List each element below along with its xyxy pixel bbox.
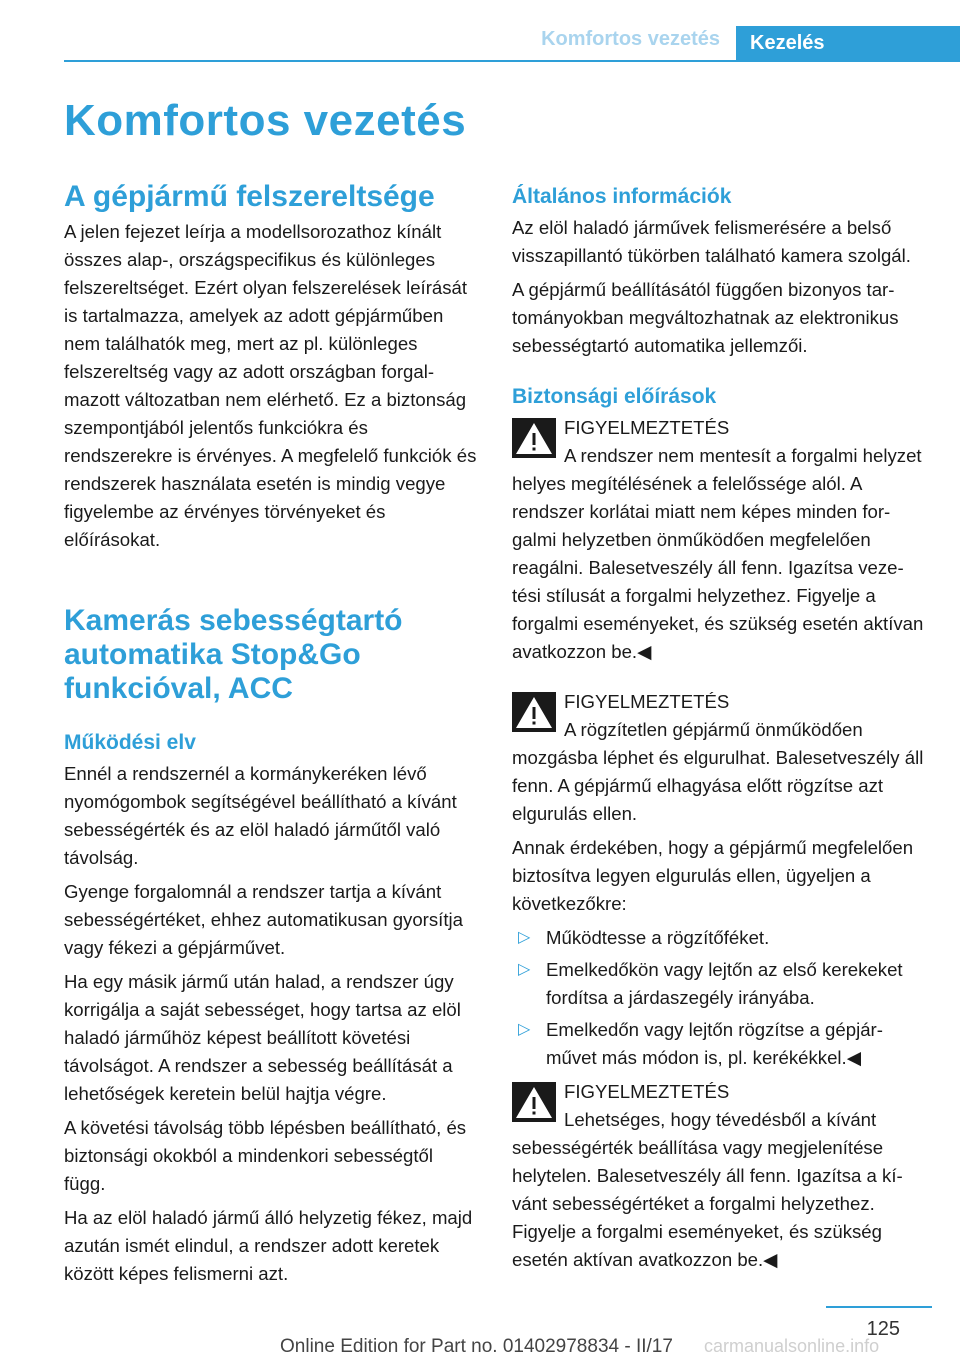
watermark: carmanualsonline.info <box>704 1336 880 1356</box>
warning-title: FIGYELMEZTETÉS <box>564 417 730 438</box>
warning-block <box>512 688 926 828</box>
warning-block <box>512 1078 926 1274</box>
warning-text: Lehetséges, hogy tévedésből a kívánt sebességérték beállítása vagy megjelenítése helytelen. Balesetveszély áll fenn. Igazítsa a kívánt sebességértéket a forgalmi helyzethez. Figyelje a forgalmi eseményeket, és szükség esetén aktívan avatkozzon be.◀ <box>512 1109 903 1270</box>
general-paragraph: Az elöl haladó járművek felismerésére a belső visszapillantó tükörben található kamera szolgál. <box>512 217 911 266</box>
general-paragraph: A gépjármű beállításától függően bizonyos tartományokban megváltozhatnak az elektronikus sebességtartó automatika jellemzői. <box>512 279 899 356</box>
principle-heading: Működési elv <box>64 731 196 754</box>
warning-title: FIGYELMEZTETÉS <box>564 1081 730 1102</box>
left-column <box>64 180 478 1294</box>
page-title: Komfortos vezetés <box>64 96 467 145</box>
equipment-heading: A gépjármű felszereltsége <box>64 180 435 213</box>
principle-paragraph: A követési távolság több lépésben beállítható, és biztonsági okokból a mindenkori sebességtől függ. <box>64 1117 467 1194</box>
warning-text: A rendszer nem mentesít a forgalmi helyzet helyes megítélésének a felelőssége alól. A rendszer korlátai miatt nem képes minden forgalmi helyzetben önműködően megfelelően reagálni. Balesetveszély áll fenn. Igazítsa vezetési stílusát a forgalmi helyzethez. Figyelje a forgalmi eseményeket, és szükség esetén aktívan avatkozzon be.◀ <box>512 445 924 662</box>
principle-paragraph: Ha az elöl haladó jármű álló helyzetig fékez, majd azután ismét elindul, a rendszer adott keretek között képes felismerni azt. <box>64 1207 473 1284</box>
acc-heading: Kamerás sebességtartó automatika Stop&Go funkcióval, ACC <box>64 604 403 705</box>
warning-title: FIGYELMEZTETÉS <box>564 691 730 712</box>
warning-block <box>512 414 926 666</box>
rollaway-intro: Annak érdekében, hogy a gépjármű megfelelően biztosítva legyen elgurulás ellen, ügyeljen a következőkre: <box>512 837 914 914</box>
header-chapter-tab: Kezelés <box>736 26 960 62</box>
list-item: ▷ Működtesse a rögzítőféket. <box>512 924 926 952</box>
list-item: ▷ Emelkedőkön vagy lejtőn az első kerekeket fordítsa a járdaszegély irányába. <box>512 956 926 1012</box>
footer-rule <box>826 1306 932 1308</box>
principle-paragraph: Ha egy másik jármű után halad, a rendszer úgy korrigálja a saját sebességet, hogy tartsa az elöl haladó járműhöz képest beállított követési távolságot. A rendszer a sebesség beállítását a lehetőségek keretein belül hajtja végre. <box>64 971 461 1104</box>
equipment-text: A jelen fejezet leírja a modellsorozathoz kínált összes alap-, országspecifikus és különleges felszereltséget. Ezért olyan felszerelések leírását is tartalmazza, amelyek az adott gépjárműben nem találhatók meg, mert az pl. különleges felszereltség vagy az adott országban forgalmazott változatban nem elérhető. Ez a biztonság szempontjából jelentős funkciókra és rendszerekre is érvényes. A megfelelő funkciók és rendszerek használata esetén is mindig vegye figyelembe az érvényes törvényeket és előírásokat. <box>64 221 477 550</box>
list-item: ▷ Emelkedőn vagy lejtőn rögzítse a gépjárművet más módon is, pl. kerékékkel.◀ <box>512 1016 926 1072</box>
header-section: Komfortos vezetés <box>541 28 720 50</box>
triangle-bullet-icon: ▷ <box>518 929 531 946</box>
triangle-bullet-icon: ▷ <box>518 1021 531 1038</box>
principle-paragraph: Gyenge forgalomnál a rendszer tartja a kívánt sebességértéket, ehhez automatikusan gyorsítja vagy fékezi a gépjárművet. <box>64 881 463 958</box>
running-header <box>0 0 960 62</box>
warning-triangle-icon <box>512 692 556 732</box>
right-column <box>512 182 926 1280</box>
rollaway-list <box>512 924 926 1072</box>
principle-paragraph: Ennél a rendszernél a kormánykeréken lévő nyomógombok segítségével beállítható a kívánt sebességérték és az elöl haladó járműtől való távolság. <box>64 763 457 868</box>
warning-triangle-icon <box>512 1082 556 1122</box>
warning-text: A rögzítetlen gépjármű önműködően mozgásba léphet és elgurulhat. Balesetveszély áll fenn. A gépjármű elhagyása előtt rögzítse azt elgurulás ellen. <box>512 719 924 824</box>
header-rule <box>64 60 960 62</box>
general-heading: Általános információk <box>512 185 732 208</box>
page-number: 125 <box>866 1318 900 1340</box>
warning-triangle-icon <box>512 418 556 458</box>
safety-heading: Biztonsági előírások <box>512 385 717 408</box>
triangle-bullet-icon: ▷ <box>518 961 531 978</box>
edition-note: Online Edition for Part no. 01402978834 - II/17 <box>280 1336 673 1357</box>
